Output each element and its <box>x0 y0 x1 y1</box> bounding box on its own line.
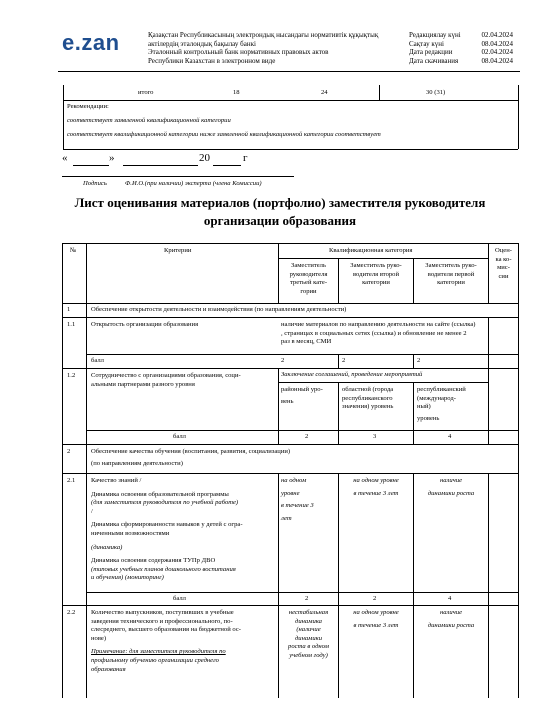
itogo-value-3: 30 (31) <box>426 89 446 96</box>
row-2-1-num: 2.1 <box>67 477 76 484</box>
itogo-label: итого <box>138 89 154 96</box>
col-criteria-header: Критерии <box>164 247 192 254</box>
meta-row <box>409 40 513 49</box>
header-divider <box>58 71 520 72</box>
col-qualification-header: Квалификационная категория <box>329 247 413 254</box>
header-org-ru-1: Эталонный контрольный банк нормативных правовых актов <box>148 48 329 56</box>
row-2-1-score-3: 4 <box>448 595 452 602</box>
date-quote-open: « <box>62 152 68 164</box>
subcol-first-category: Заместитель руко- водителя первой категории <box>425 262 477 287</box>
row-1-2-score-2: 3 <box>373 433 377 440</box>
row-2-1-ball-label: балл <box>173 595 186 602</box>
date-g: г <box>243 152 248 164</box>
row-2-2-level-1: нестабильная динамика (наличие динамики роста в одном учебном году) <box>288 609 329 659</box>
row-2-1-level-2: на одном уровне в течение 3 лет <box>353 477 399 497</box>
itogo-value-1: 18 <box>233 89 240 96</box>
header-org-kz-2: актілердің эталондық бақылау банкі <box>148 39 256 48</box>
header-meta <box>409 31 513 65</box>
row-1-1-desc: наличие материалов по направлению деятельности на сайте (ссылка) , страницах в социальных сетях (ссылка) и обновление не менее 2 раз в месяц, СМИ <box>281 321 476 346</box>
row-1-1-text: Открытость организации образования <box>91 321 199 328</box>
row-1-2-level-1: районный уро- вень <box>281 386 323 405</box>
row-1-text: Обеспечение открытости деятельности и взаимодействия (по направлениям деятельности) <box>91 306 347 313</box>
meta-row <box>409 57 513 66</box>
title-line-1: Лист оценивания материалов (портфолио) заместителя руководителя <box>74 195 486 210</box>
row-1-2-num: 1.2 <box>67 372 76 379</box>
meta-label: Редакциялау күні <box>409 31 461 39</box>
signature-label: Подпись <box>83 180 107 187</box>
meta-label: Сақтау күні <box>409 39 444 48</box>
itogo-value-2: 24 <box>321 89 328 96</box>
row-1-1-score-3: 2 <box>417 357 421 364</box>
row-1-2-level-3: республиканский (международ- ный) уровень <box>417 386 466 422</box>
recommendations-label: Рекомендации: <box>67 103 109 110</box>
row-2-1-text: Качество знаний / Динамика освоения образовательной программы (для заместителя руководителя по учебной работе) / Динамика сформированности навыков у детей с огра- ниченными возможностями (динамика) Динамика освоения содержания ТУПр ДВО (типовых учебных планов дошкольного воспитания и обучения) (мониторинг) <box>91 477 243 582</box>
row-1-2-head: Заключение соглашений, проведение мероприятий <box>281 371 423 378</box>
row-2-1-level-3: наличие динамики роста <box>427 477 475 497</box>
subcol-third-category: Заместитель руководителя третьей кате- гории <box>289 262 328 295</box>
signature-line <box>62 176 294 177</box>
row-1-1-score-1: 2 <box>281 357 285 364</box>
recommendation-1: соответствует заявленной квалификационной категории <box>67 117 231 124</box>
header-org-ru-2: Республики Казахстан в электронном виде <box>148 56 276 65</box>
row-2-1-level-1: на одном уровне в течение 3 лет <box>281 477 314 522</box>
col-num-header: № <box>70 247 77 254</box>
meta-value: 02.04.2024 <box>481 31 513 39</box>
page-title <box>50 194 510 230</box>
signature-fio: Ф.И.О.(при наличии) эксперта (члена Комиссии) <box>125 180 262 187</box>
header-org-kz-1: Қазақстан Республикасының электрондық нысандағы нормативтік құқықтық <box>148 31 379 39</box>
row-1-2-score-3: 4 <box>448 433 452 440</box>
ezan-logo: e.zan <box>62 30 120 55</box>
col-commission-header: Оцен- ка ко- мис- сии <box>495 247 512 280</box>
row-1-num: 1 <box>67 306 71 313</box>
subcol-second-category: Заместитель руко- водителя второй категории <box>350 262 402 287</box>
title-line-2: организации образования <box>203 213 357 228</box>
meta-value: 02.04.2024 <box>481 48 513 56</box>
date-year: 20 <box>199 152 210 164</box>
recommendation-2: соответствует квалификационной категории ниже заявленной квалификационной категории соответствует <box>67 131 381 138</box>
row-2-num: 2 <box>67 448 71 455</box>
meta-row <box>409 48 513 57</box>
row-2-2-level-2: на одном уровне в течение 3 лет <box>353 609 399 629</box>
row-2-1-score-2: 2 <box>373 595 377 602</box>
row-2-2-text: Количество выпускников, поступивших в учебные заведения технического и профессионального, по- слесреднего, высшего образования на бюджетной ос- нове) Примечание: для заместителя руководителя по профильному обучению организации среднего образования <box>91 609 241 673</box>
row-1-1-num: 1.1 <box>67 321 76 328</box>
row-2-1-score-1: 2 <box>305 595 309 602</box>
meta-value: 08.04.2024 <box>481 39 513 48</box>
meta-value: 08.04.2024 <box>481 56 513 65</box>
row-2-2-num: 2.2 <box>67 609 76 616</box>
meta-row <box>409 31 513 40</box>
row-2-text: Обеспечение качества обучения (воспитания, развития, социализации) (по направлениям деятельности) <box>91 448 291 467</box>
row-2-2-level-3: наличие динамики роста <box>427 609 475 629</box>
meta-label: Дата скачивания <box>409 56 459 65</box>
row-1-1-score-2: 2 <box>342 357 346 364</box>
date-quote-close: » <box>109 152 115 164</box>
row-1-2-text: Сотрудничество с организациями образования, соци- альными партнерами разного уровня <box>91 372 241 388</box>
row-1-1-ball-label: балл <box>91 357 104 364</box>
row-1-2-ball-label: балл <box>173 433 186 440</box>
row-1-2-level-2: областной (города республиканского значения) уровень <box>342 386 394 411</box>
row-1-2-score-1: 2 <box>305 433 309 440</box>
meta-label: Дата редакции <box>409 48 453 56</box>
header-org-block <box>148 31 378 65</box>
